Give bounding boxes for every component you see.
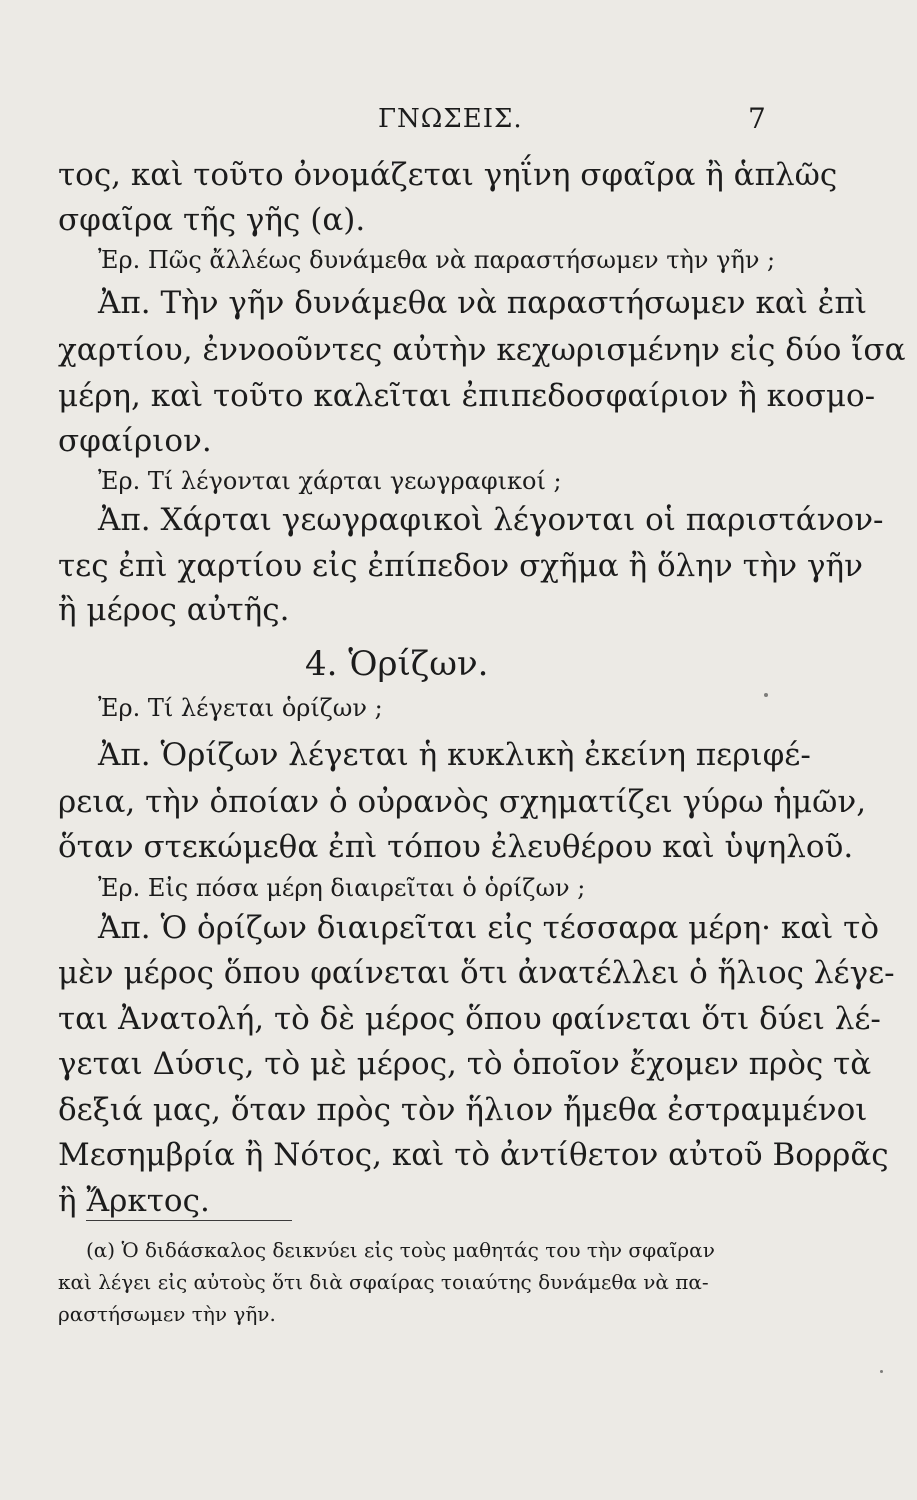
ink-speck: [880, 1370, 883, 1373]
footnote-rule: [86, 1220, 292, 1221]
question-line: Ἐρ. Πῶς ἄλλέως δυνάμεθα νὰ παραστήσωμεν τὴν γῆν ;: [98, 246, 776, 274]
text-line: γεται Δύσις, τὸ μὲ μέρος, τὸ ὁποῖον ἔχομεν πρὸς τὰ: [58, 1046, 872, 1082]
text-line: ἢ μέρος αὐτῆς.: [58, 592, 290, 628]
answer-line: Ἀπ. Χάρται γεωγραφικοὶ λέγονται οἱ παριστάνον-: [98, 502, 884, 538]
answer-line: Ἀπ. Ὁ ὁρίζων διαιρεῖται εἰς τέσσαρα μέρη· καὶ τὸ: [98, 910, 879, 946]
footnote-line: ραστήσωμεν τὴν γῆν.: [58, 1302, 276, 1326]
text-line: σφαῖρα τῆς γῆς (α).: [58, 202, 366, 238]
footnote-line: καὶ λέγει εἰς αὐτοὺς ὅτι διὰ σφαίρας τοιαύτης δυνάμεθα νὰ πα-: [58, 1270, 709, 1294]
text-line: ρεια, τὴν ὁποίαν ὁ οὐρανὸς σχηματίζει γύρω ἡμῶν,: [58, 784, 867, 820]
question-line: Ἐρ. Τί λέγεται ὁρίζων ;: [98, 694, 383, 722]
footnote-line: (α) Ὁ διδάσκαλος δεικνύει εἰς τοὺς μαθητάς του τὴν σφαῖραν: [86, 1238, 715, 1262]
ink-speck: [764, 693, 768, 697]
text-line: ἢ Ἄρκτος.: [58, 1183, 210, 1219]
text-line: τες ἐπὶ χαρτίου εἰς ἐπίπεδον σχῆμα ἢ ὅλην τὴν γῆν: [58, 548, 863, 584]
text-line: ται Ἀνατολή, τὸ δὲ μέρος ὅπου φαίνεται ὅτι δύει λέ-: [58, 1001, 881, 1037]
text-line: χαρτίου, ἐννοοῦντες αὐτὴν κεχωρισμένην εἰς δύο ἴσα: [58, 332, 906, 368]
question-line: Ἐρ. Εἰς πόσα μέρη διαιρεῖται ὁ ὁρίζων ;: [98, 874, 586, 902]
running-title: ΓΝΩΣΕΙΣ.: [378, 104, 523, 134]
text-line: Μεσημβρία ἢ Νότος, καὶ τὸ ἀντίθετον αὐτοῦ Βορρᾶς: [58, 1137, 889, 1173]
section-heading: 4. Ὁρίζων.: [305, 644, 489, 684]
text-line: μέρη, καὶ τοῦτο καλεῖται ἐπιπεδοσφαίριον ἢ κοσμο-: [58, 378, 876, 414]
text-line: τος, καὶ τοῦτο ὀνομάζεται γηΐνη σφαῖρα ἢ ἁπλῶς: [58, 157, 838, 193]
text-line: δεξιά μας, ὅταν πρὸς τὸν ἥλιον ἤμεθα ἐστραμμένοι: [58, 1092, 868, 1128]
text-line: σφαίριον.: [58, 423, 212, 459]
answer-line: Ἀπ. Τὴν γῆν δυνάμεθα νὰ παραστήσωμεν καὶ ἐπὶ: [98, 285, 867, 321]
text-line: μὲν μέρος ὅπου φαίνεται ὅτι ἀνατέλλει ὁ ἥλιος λέγε-: [58, 955, 895, 991]
page-number: 7: [748, 102, 766, 135]
answer-line: Ἀπ. Ὁρίζων λέγεται ἡ κυκλικὴ ἐκείνη περιφέ-: [98, 737, 811, 773]
text-line: ὅταν στεκώμεθα ἐπὶ τόπου ἐλευθέρου καὶ ὑψηλοῦ.: [58, 829, 854, 865]
question-line: Ἐρ. Τί λέγονται χάρται γεωγραφικοί ;: [98, 467, 562, 495]
